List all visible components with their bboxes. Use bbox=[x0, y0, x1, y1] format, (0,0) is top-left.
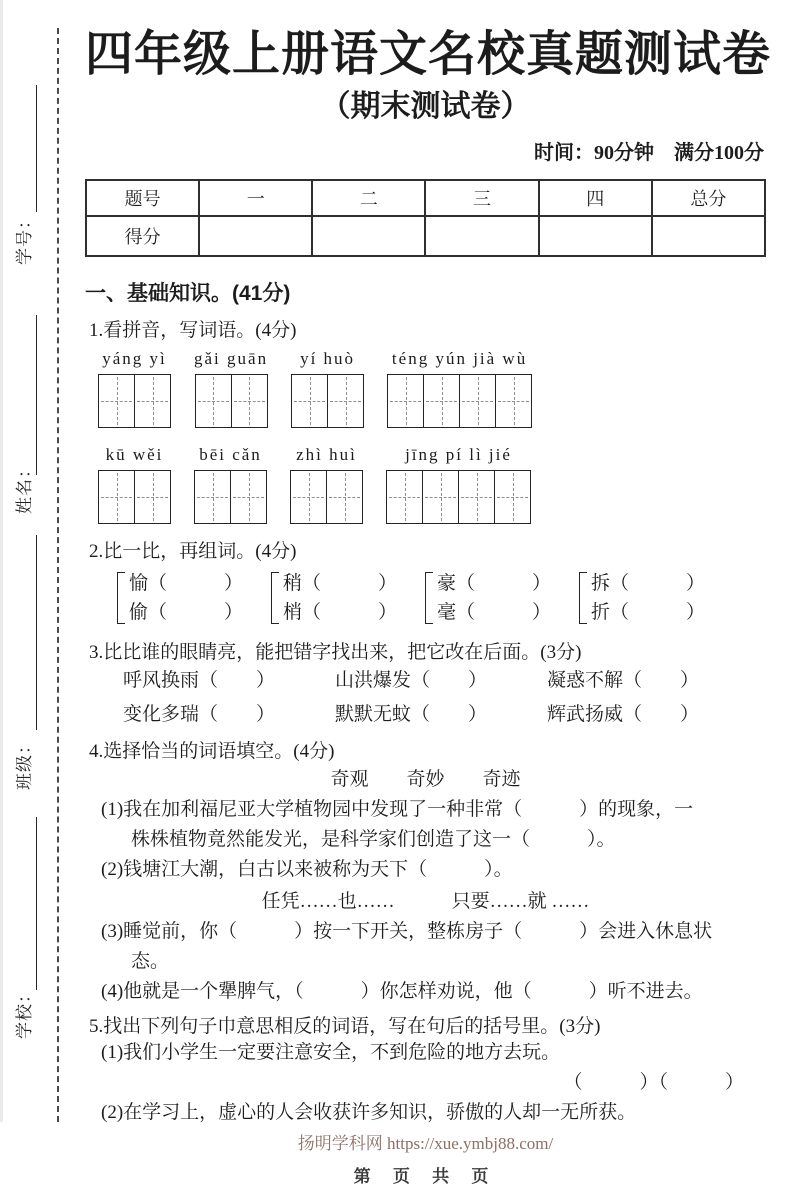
score-table-header-row bbox=[86, 180, 765, 216]
pinyin-word-group bbox=[386, 444, 531, 524]
score-cell-empty bbox=[312, 216, 425, 256]
writing-cell bbox=[423, 375, 459, 427]
writing-grid bbox=[290, 470, 363, 524]
bracket-icon bbox=[117, 572, 125, 624]
paper-content bbox=[85, 26, 772, 1187]
pinyin-grid-row-2 bbox=[98, 444, 766, 524]
idiom-item: 山洪爆发（ ） bbox=[335, 670, 488, 691]
idiom-item: 辉武扬威（ ） bbox=[547, 704, 700, 725]
class-write-line bbox=[36, 535, 37, 730]
pinyin-word-group bbox=[194, 444, 267, 524]
word-pair bbox=[271, 569, 397, 627]
q4-item1-line2: 株株植物竟然能发光，是科学家们创造了这一（ ）。 bbox=[131, 829, 616, 850]
section1-heading: 一、基础知识。(41分) bbox=[85, 282, 291, 305]
writing-cell bbox=[494, 471, 530, 523]
q4-item3-line1: (3)睡觉前，你（ ）按一下开关，整栋房子（ ）会进入休息状 bbox=[101, 921, 713, 942]
score-row-label: 得分 bbox=[86, 216, 199, 256]
q4-item1-line1: (1)我在加利福尼亚大学植物园中发现了一种非常（ ）的现象，一 bbox=[101, 799, 694, 820]
writing-cell bbox=[230, 471, 266, 523]
writing-cell bbox=[134, 471, 170, 523]
writing-cell bbox=[387, 471, 422, 523]
q5-item2: (2)在学习上，虚心的人会收获许多知识，骄傲的人却一无所获。 bbox=[101, 1102, 637, 1123]
fold-dashed-line bbox=[57, 28, 59, 1122]
scan-edge-artifact bbox=[0, 0, 3, 1122]
pair-bottom-word: 毫（ ） bbox=[437, 602, 552, 623]
writing-cell bbox=[99, 375, 134, 427]
score-table-col-3: 三 bbox=[425, 180, 538, 216]
score-cell-empty bbox=[199, 216, 312, 256]
name-label: 姓名： bbox=[15, 460, 34, 514]
writing-cell bbox=[99, 471, 134, 523]
writing-cell bbox=[195, 471, 230, 523]
writing-cell bbox=[326, 471, 362, 523]
pair-top-word: 愉（ ） bbox=[129, 573, 244, 594]
pinyin-word-group bbox=[98, 348, 171, 428]
watermark-site-link: 扬明学科网 https://xue.ymbj88.com/ bbox=[297, 1134, 554, 1153]
q4-item2: (2)钱塘江大潮，白古以来被称为天下（ ）。 bbox=[101, 859, 513, 880]
writing-cell bbox=[292, 375, 327, 427]
score-table bbox=[85, 179, 766, 257]
time-and-score-info: 时间：90分钟 满分100分 bbox=[534, 142, 764, 164]
student-id-write-line bbox=[36, 85, 37, 212]
name-write-line bbox=[36, 315, 37, 475]
writing-grid bbox=[98, 470, 171, 524]
word-pair bbox=[117, 569, 243, 627]
pinyin-label: kū wěi bbox=[105, 445, 164, 464]
question4-label: 4.选择恰当的词语填空。(4分) bbox=[89, 741, 335, 762]
pinyin-grid-row-1 bbox=[98, 348, 766, 428]
score-table-col-4: 四 bbox=[539, 180, 652, 216]
word-pair bbox=[425, 569, 551, 627]
page-number-label: 第 页 共 页 bbox=[353, 1167, 498, 1186]
pair-top-word: 拆（ ） bbox=[591, 573, 706, 594]
writing-grid bbox=[194, 470, 267, 524]
pinyin-label: bēi cǎn bbox=[199, 445, 262, 464]
score-cell-empty bbox=[425, 216, 538, 256]
question5-label: 5.找出下列句子巾意思相反的词语，写在句后的括号里。(3分) bbox=[89, 1016, 601, 1037]
pair-top-word: 豪（ ） bbox=[437, 573, 552, 594]
word-pair-row bbox=[117, 569, 766, 627]
q4-item3-line2: 态。 bbox=[131, 951, 170, 972]
question3-label: 3.比比谁的眼睛亮，能把错字找出来，把它改在后面。(3分) bbox=[89, 642, 582, 663]
idiom-row-2 bbox=[123, 698, 766, 732]
writing-cell bbox=[134, 375, 170, 427]
pinyin-label: yáng yì bbox=[102, 349, 167, 368]
idiom-item: 变化多瑞（ ） bbox=[123, 704, 276, 725]
score-cell-empty bbox=[539, 216, 652, 256]
paper-title: 四年级上册语文名校真题测试卷 bbox=[85, 28, 772, 81]
writing-cell bbox=[196, 375, 231, 427]
class-label: 班级： bbox=[15, 736, 34, 790]
question2-label: 2.比一比，再组词。(4分) bbox=[89, 541, 297, 562]
pair-bottom-word: 梢（ ） bbox=[283, 602, 398, 623]
idiom-item: 呼风换雨（ ） bbox=[123, 670, 276, 691]
writing-grid bbox=[387, 374, 532, 428]
pinyin-word-group bbox=[98, 444, 171, 524]
word-bank-1: 奇观 奇妙 奇迹 bbox=[330, 769, 521, 790]
student-id-label: 学号： bbox=[15, 211, 34, 265]
writing-grid bbox=[98, 374, 171, 428]
idiom-row-1 bbox=[123, 664, 766, 698]
q4-item4: (4)他就是一个犟脾气，（ ）你怎样劝说，他（ ）听不进去。 bbox=[101, 981, 703, 1002]
score-table-col-1: 一 bbox=[199, 180, 312, 216]
pinyin-word-group bbox=[194, 348, 268, 428]
pinyin-label: téng yún jià wù bbox=[391, 349, 528, 368]
score-table-score-row bbox=[86, 216, 765, 256]
writing-grid bbox=[386, 470, 531, 524]
pair-bottom-word: 偷（ ） bbox=[129, 602, 244, 623]
idiom-item: 凝惑不解（ ） bbox=[547, 670, 700, 691]
score-table-col-total: 总分 bbox=[652, 180, 765, 216]
writing-cell bbox=[388, 375, 423, 427]
writing-cell bbox=[495, 375, 531, 427]
school-label: 学校： bbox=[15, 985, 34, 1039]
score-table-col-2: 二 bbox=[312, 180, 425, 216]
pinyin-word-group bbox=[290, 444, 363, 524]
pinyin-label: yí huò bbox=[300, 349, 356, 368]
word-bank-2: 任凭……也…… 只要……就 …… bbox=[261, 891, 590, 912]
writing-cell bbox=[458, 471, 494, 523]
idiom-item: 默默无蚊（ ） bbox=[335, 704, 488, 725]
pinyin-word-group bbox=[387, 348, 532, 428]
writing-grid bbox=[291, 374, 364, 428]
pair-bottom-word: 折（ ） bbox=[591, 602, 706, 623]
bracket-icon bbox=[579, 572, 587, 624]
pinyin-word-group bbox=[291, 348, 364, 428]
question1-label: 1.看拼音，写词语。(4分) bbox=[89, 320, 297, 341]
bracket-icon bbox=[271, 572, 279, 624]
writing-cell bbox=[327, 375, 363, 427]
score-table-col-label: 题号 bbox=[86, 180, 199, 216]
bracket-icon bbox=[425, 572, 433, 624]
writing-grid bbox=[195, 374, 268, 428]
school-write-line bbox=[36, 817, 37, 990]
paper-subtitle: （期末测试卷） bbox=[320, 90, 531, 123]
writing-cell bbox=[291, 471, 326, 523]
writing-cell bbox=[422, 471, 458, 523]
word-pair bbox=[579, 569, 705, 627]
writing-cell bbox=[459, 375, 495, 427]
pinyin-label: jīng pí lì jié bbox=[405, 445, 512, 464]
q5-item1: (1)我们小学生一定要注意安全，不到危险的地方去玩。 bbox=[101, 1042, 561, 1063]
pinyin-label: zhì huì bbox=[296, 445, 357, 464]
score-cell-empty bbox=[652, 216, 765, 256]
q5-item1-answer-blanks: （ ）（ ） bbox=[563, 1072, 744, 1093]
writing-cell bbox=[231, 375, 267, 427]
pinyin-label: gǎi guān bbox=[194, 349, 269, 368]
pair-top-word: 稍（ ） bbox=[283, 573, 398, 594]
